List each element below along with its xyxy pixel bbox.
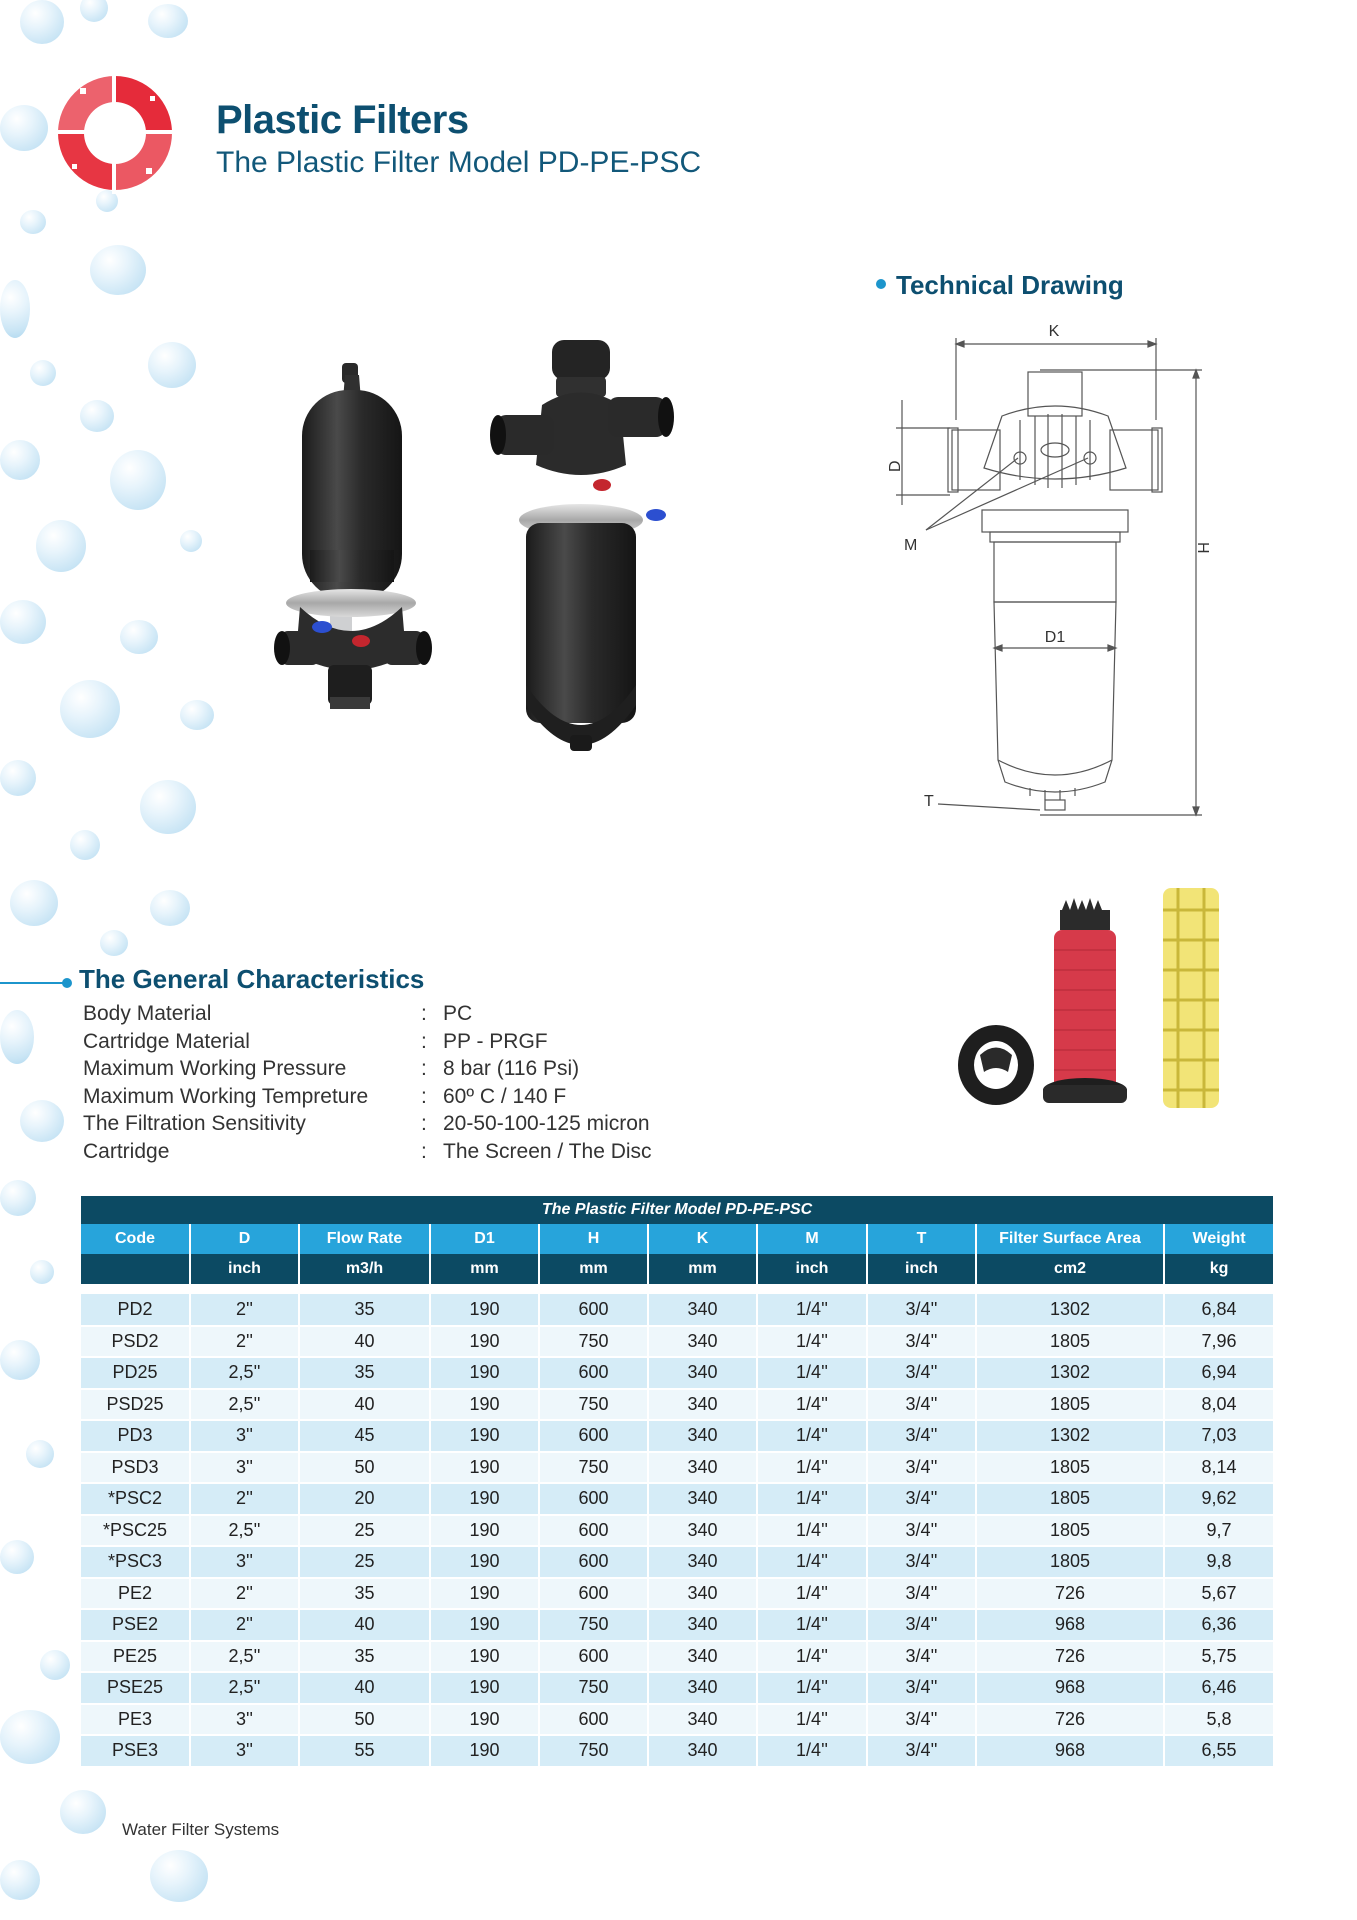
table-cell: 7,96 — [1164, 1326, 1273, 1358]
characteristic-value: 8 bar (116 Psi) — [443, 1057, 580, 1080]
water-drop — [30, 360, 56, 386]
technical-drawing-diagram — [887, 320, 1220, 820]
table-cell: 40 — [299, 1609, 430, 1641]
column-unit: inch — [757, 1254, 867, 1284]
dimension-label-t: T — [924, 793, 934, 810]
table-cell: 190 — [430, 1641, 539, 1673]
water-drop — [0, 1540, 34, 1574]
table-cell: 3'' — [190, 1546, 299, 1578]
water-drop — [90, 245, 146, 295]
table-cell: 340 — [648, 1578, 757, 1610]
water-drop — [30, 1260, 54, 1284]
model-code-cell: PSE3 — [81, 1735, 190, 1767]
colon: : — [421, 1139, 427, 1163]
table-cell: 1/4'' — [757, 1357, 867, 1389]
table-cell: 3/4'' — [867, 1546, 976, 1578]
table-gap-cell — [81, 1284, 1273, 1294]
table-cell: 40 — [299, 1672, 430, 1704]
colon: : — [421, 1029, 427, 1053]
model-code-cell: *PSC2 — [81, 1483, 190, 1515]
table-cell: 6,84 — [1164, 1294, 1273, 1326]
table-cell: 3/4'' — [867, 1641, 976, 1673]
table-cell: 1/4'' — [757, 1389, 867, 1421]
table-cell: 1/4'' — [757, 1420, 867, 1452]
table-cell: 3/4'' — [867, 1578, 976, 1610]
table-cell: 9,62 — [1164, 1483, 1273, 1515]
table-cell: 190 — [430, 1389, 539, 1421]
characteristic-value: The Screen / The Disc — [443, 1139, 652, 1163]
table-cell: 190 — [430, 1515, 539, 1547]
table-row — [81, 1672, 1273, 1704]
table-cell: 1302 — [976, 1420, 1164, 1452]
table-cell: 25 — [299, 1515, 430, 1547]
footer-text: Water Filter Systems — [122, 1820, 280, 1839]
table-row — [81, 1704, 1273, 1736]
water-drop — [20, 210, 46, 234]
table-cell: 1/4'' — [757, 1294, 867, 1326]
table-cell: 1/4'' — [757, 1735, 867, 1767]
table-row — [81, 1578, 1273, 1610]
table-cell: 750 — [539, 1672, 648, 1704]
table-cell: 190 — [430, 1357, 539, 1389]
water-drop — [60, 1790, 106, 1834]
water-drop — [0, 1010, 34, 1064]
filter-product-image — [290, 345, 760, 775]
column-unit: inch — [867, 1254, 976, 1284]
table-cell: 3/4'' — [867, 1420, 976, 1452]
table-cell: 1/4'' — [757, 1483, 867, 1515]
model-code-cell: PE2 — [81, 1578, 190, 1610]
table-cell: 50 — [299, 1452, 430, 1484]
characteristic-label: Cartridge Material — [83, 1029, 250, 1053]
table-cell: 3/4'' — [867, 1326, 976, 1358]
table-cell: 726 — [976, 1704, 1164, 1736]
table-cell: 3/4'' — [867, 1672, 976, 1704]
water-drop — [0, 1340, 40, 1380]
table-cell: 6,36 — [1164, 1609, 1273, 1641]
table-cell: 40 — [299, 1326, 430, 1358]
table-cell: 2,5'' — [190, 1357, 299, 1389]
model-code-cell: PE25 — [81, 1641, 190, 1673]
table-cell: 190 — [430, 1578, 539, 1610]
table-cell: 600 — [539, 1420, 648, 1452]
column-header: Filter Surface Area — [976, 1224, 1164, 1254]
water-drop — [148, 4, 188, 38]
general-characteristics-title: The General Characteristics — [79, 964, 425, 994]
dimension-label-m: M — [904, 537, 918, 554]
table-cell: 3/4'' — [867, 1389, 976, 1421]
table-row — [81, 1609, 1273, 1641]
characteristic-label: Maximum Working Tempreture — [83, 1084, 369, 1108]
colon: : — [421, 1084, 427, 1108]
water-drop — [20, 1100, 64, 1142]
table-row — [81, 1483, 1273, 1515]
column-unit — [81, 1254, 190, 1284]
table-cell: 340 — [648, 1357, 757, 1389]
table-caption-row — [81, 1196, 1273, 1224]
table-cell: 3/4'' — [867, 1704, 976, 1736]
table-cell: 340 — [648, 1672, 757, 1704]
table-cell: 600 — [539, 1641, 648, 1673]
table-cell: 600 — [539, 1483, 648, 1515]
column-unit: mm — [648, 1254, 757, 1284]
table-cell: 3/4'' — [867, 1515, 976, 1547]
water-drop — [36, 520, 86, 572]
column-header: D — [190, 1224, 299, 1254]
table-cell: 726 — [976, 1578, 1164, 1610]
characteristic-label: Body Material — [83, 1002, 212, 1025]
table-cell: 9,7 — [1164, 1515, 1273, 1547]
table-cell: 3/4'' — [867, 1483, 976, 1515]
table-row — [81, 1294, 1273, 1326]
table-cell: 190 — [430, 1452, 539, 1484]
table-cell: 340 — [648, 1294, 757, 1326]
table-cell: 55 — [299, 1735, 430, 1767]
table-cell: 2,5'' — [190, 1515, 299, 1547]
table-row — [81, 1641, 1273, 1673]
table-cell: 340 — [648, 1546, 757, 1578]
column-header: Flow Rate — [299, 1224, 430, 1254]
table-cell: 1302 — [976, 1357, 1164, 1389]
table-cell: 600 — [539, 1578, 648, 1610]
table-cell: 3'' — [190, 1735, 299, 1767]
table-cell: 3'' — [190, 1452, 299, 1484]
water-drop — [60, 680, 120, 738]
table-cell: 8,04 — [1164, 1389, 1273, 1421]
table-cell: 750 — [539, 1609, 648, 1641]
table-cell: 340 — [648, 1704, 757, 1736]
table-cell: 2,5'' — [190, 1672, 299, 1704]
table-cell: 2'' — [190, 1326, 299, 1358]
table-cell: 1/4'' — [757, 1704, 867, 1736]
table-cell: 35 — [299, 1357, 430, 1389]
table-row — [81, 1515, 1273, 1547]
table-cell: 190 — [430, 1735, 539, 1767]
technical-drawing-title: Technical Drawing — [876, 270, 1124, 301]
section-dot — [62, 978, 72, 988]
table-cell: 1/4'' — [757, 1578, 867, 1610]
table-cell: 2'' — [190, 1609, 299, 1641]
table-gap — [81, 1284, 1273, 1294]
table-cell: 3'' — [190, 1420, 299, 1452]
table-cell: 25 — [299, 1546, 430, 1578]
table-cell: 3'' — [190, 1704, 299, 1736]
table-cell: 190 — [430, 1420, 539, 1452]
table-cell: 1/4'' — [757, 1546, 867, 1578]
dimension-label-d1: D1 — [1044, 629, 1066, 646]
table-cell: 1302 — [976, 1294, 1164, 1326]
table-cell: 2'' — [190, 1483, 299, 1515]
water-drop — [80, 0, 108, 22]
model-code-cell: PD3 — [81, 1420, 190, 1452]
column-unit: cm2 — [976, 1254, 1164, 1284]
table-row — [81, 1326, 1273, 1358]
water-drop — [180, 700, 214, 730]
table-cell: 190 — [430, 1672, 539, 1704]
water-drop — [0, 1860, 40, 1900]
dimension-label-h: H — [1194, 542, 1211, 554]
table-cell: 5,8 — [1164, 1704, 1273, 1736]
table-cell: 750 — [539, 1735, 648, 1767]
table-cell: 340 — [648, 1420, 757, 1452]
colon: : — [421, 1112, 427, 1135]
characteristic-label: The Filtration Sensitivity — [83, 1112, 306, 1135]
table-cell: 2'' — [190, 1294, 299, 1326]
table-cell: 340 — [648, 1389, 757, 1421]
table-cell: 968 — [976, 1735, 1164, 1767]
table-cell: 2,5'' — [190, 1641, 299, 1673]
table-cell: 190 — [430, 1326, 539, 1358]
model-code-cell: *PSC3 — [81, 1546, 190, 1578]
table-cell: 1/4'' — [757, 1326, 867, 1358]
characteristic-value: 20-50-100-125 micron — [443, 1112, 650, 1135]
table-cell: 968 — [976, 1609, 1164, 1641]
table-cell: 340 — [648, 1452, 757, 1484]
table-cell: 40 — [299, 1389, 430, 1421]
column-header: Code — [81, 1224, 190, 1254]
column-unit: inch — [190, 1254, 299, 1284]
table-cell: 1805 — [976, 1326, 1164, 1358]
table-cell: 3/4'' — [867, 1735, 976, 1767]
water-drop — [120, 620, 158, 654]
table-cell: 35 — [299, 1578, 430, 1610]
column-header: M — [757, 1224, 867, 1254]
table-cell: 35 — [299, 1641, 430, 1673]
model-code-cell: PD25 — [81, 1357, 190, 1389]
table-caption: The Plastic Filter Model PD-PE-PSC — [81, 1196, 1273, 1224]
model-code-cell: *PSC25 — [81, 1515, 190, 1547]
table-cell: 1/4'' — [757, 1515, 867, 1547]
table-cell: 750 — [539, 1389, 648, 1421]
table-row — [81, 1420, 1273, 1452]
table-cell: 6,46 — [1164, 1672, 1273, 1704]
table-cell: 5,67 — [1164, 1578, 1273, 1610]
model-code-cell: PSD3 — [81, 1452, 190, 1484]
spec-table — [81, 1196, 1273, 1768]
table-cell: 7,03 — [1164, 1420, 1273, 1452]
table-cell: 340 — [648, 1483, 757, 1515]
column-header: D1 — [430, 1224, 539, 1254]
table-header-row — [81, 1224, 1273, 1254]
table-row — [81, 1357, 1273, 1389]
column-header: H — [539, 1224, 648, 1254]
table-cell: 1805 — [976, 1546, 1164, 1578]
water-drop — [0, 105, 48, 151]
column-unit: kg — [1164, 1254, 1273, 1284]
water-drop — [10, 880, 58, 926]
table-row — [81, 1452, 1273, 1484]
water-drop — [20, 0, 64, 44]
table-cell: 1/4'' — [757, 1641, 867, 1673]
table-cell: 5,75 — [1164, 1641, 1273, 1673]
table-cell: 3/4'' — [867, 1294, 976, 1326]
column-header: Weight — [1164, 1224, 1273, 1254]
dimension-label-d: D — [887, 460, 904, 472]
characteristic-value: PC — [443, 1002, 473, 1025]
table-cell: 1/4'' — [757, 1452, 867, 1484]
model-code-cell: PSE25 — [81, 1672, 190, 1704]
cartridges-image — [950, 880, 1230, 1120]
table-cell: 750 — [539, 1326, 648, 1358]
table-row — [81, 1389, 1273, 1421]
water-drop — [140, 780, 196, 834]
characteristic-label: Cartridge — [83, 1139, 170, 1163]
table-cell: 1/4'' — [757, 1672, 867, 1704]
water-drop — [40, 1650, 70, 1680]
model-code-cell: PE3 — [81, 1704, 190, 1736]
water-drop — [180, 530, 202, 552]
table-cell: 9,8 — [1164, 1546, 1273, 1578]
water-drop — [150, 890, 190, 926]
characteristic-label: Maximum Working Pressure — [83, 1057, 347, 1080]
table-cell: 1805 — [976, 1515, 1164, 1547]
water-drop — [0, 1180, 36, 1216]
model-code-cell: PSD2 — [81, 1326, 190, 1358]
table-cell: 340 — [648, 1515, 757, 1547]
table-units-row — [81, 1254, 1273, 1284]
column-unit: mm — [539, 1254, 648, 1284]
water-drop — [26, 1440, 54, 1468]
table-cell: 340 — [648, 1326, 757, 1358]
table-cell: 3/4'' — [867, 1452, 976, 1484]
water-drop — [150, 1850, 208, 1902]
water-drop — [0, 280, 30, 338]
table-cell: 45 — [299, 1420, 430, 1452]
table-cell: 600 — [539, 1515, 648, 1547]
table-cell: 1805 — [976, 1389, 1164, 1421]
table-cell: 750 — [539, 1452, 648, 1484]
table-cell: 600 — [539, 1704, 648, 1736]
table-cell: 8,14 — [1164, 1452, 1273, 1484]
dimension-label-k: K — [1048, 323, 1060, 340]
table-cell: 600 — [539, 1294, 648, 1326]
column-header: T — [867, 1224, 976, 1254]
table-cell: 6,94 — [1164, 1357, 1273, 1389]
page-subtitle: The Plastic Filter Model PD-PE-PSC — [216, 146, 702, 179]
table-cell: 1/4'' — [757, 1609, 867, 1641]
table-cell: 1805 — [976, 1452, 1164, 1484]
table-cell: 50 — [299, 1704, 430, 1736]
table-cell: 3/4'' — [867, 1609, 976, 1641]
section-line — [0, 982, 66, 984]
column-header: K — [648, 1224, 757, 1254]
table-cell: 6,55 — [1164, 1735, 1273, 1767]
table-cell: 20 — [299, 1483, 430, 1515]
table-cell: 190 — [430, 1294, 539, 1326]
table-cell: 190 — [430, 1704, 539, 1736]
characteristic-value: 60º C / 140 F — [443, 1084, 567, 1108]
colon: : — [421, 1002, 427, 1025]
water-drop — [0, 760, 36, 796]
water-drop — [0, 600, 46, 644]
water-drop — [70, 830, 100, 860]
table-cell: 968 — [976, 1672, 1164, 1704]
table-cell: 1805 — [976, 1483, 1164, 1515]
table-cell: 2,5'' — [190, 1389, 299, 1421]
water-drop — [148, 342, 196, 388]
model-code-cell: PSE2 — [81, 1609, 190, 1641]
water-drop — [0, 1710, 60, 1764]
table-cell: 3/4'' — [867, 1357, 976, 1389]
table-cell: 190 — [430, 1483, 539, 1515]
table-body — [81, 1294, 1273, 1767]
page-title: Plastic Filters — [216, 98, 469, 142]
table-cell: 600 — [539, 1546, 648, 1578]
water-drop — [110, 450, 166, 510]
colon: : — [421, 1057, 427, 1080]
model-code-cell: PD2 — [81, 1294, 190, 1326]
table-cell: 600 — [539, 1357, 648, 1389]
characteristic-value: PP - PRGF — [443, 1029, 548, 1053]
table-cell: 726 — [976, 1641, 1164, 1673]
table-row — [81, 1735, 1273, 1767]
table-cell: 340 — [648, 1641, 757, 1673]
water-drop — [0, 440, 40, 480]
table-cell: 340 — [648, 1609, 757, 1641]
table-cell: 190 — [430, 1546, 539, 1578]
water-drop — [100, 930, 128, 956]
company-logo-icon — [50, 68, 180, 198]
column-unit: mm — [430, 1254, 539, 1284]
table-cell: 2'' — [190, 1578, 299, 1610]
model-code-cell: PSD25 — [81, 1389, 190, 1421]
column-unit: m3/h — [299, 1254, 430, 1284]
table-row — [81, 1546, 1273, 1578]
table-cell: 35 — [299, 1294, 430, 1326]
table-cell: 190 — [430, 1609, 539, 1641]
table-cell: 340 — [648, 1735, 757, 1767]
water-drop — [80, 400, 114, 432]
